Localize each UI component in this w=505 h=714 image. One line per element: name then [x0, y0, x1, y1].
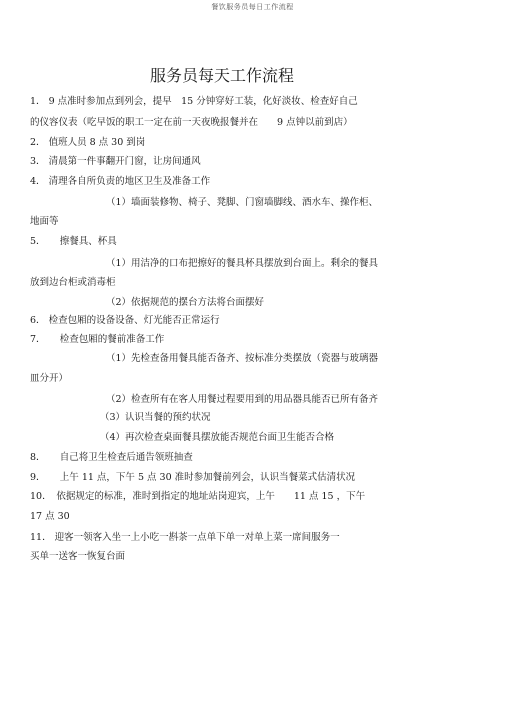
step-1-line-2: 的仪容仪表（吃早饭的职工一定在前一天夜晚报餐并在 9 点钟以前到店）: [30, 117, 353, 128]
step-7-sub-2: （2）检查所有在客人用餐过程要用到的用品器具能否已所有备齐: [106, 394, 379, 405]
step-7: 7． 检查包厢的餐前准备工作: [30, 334, 165, 345]
step-11: 11． 迎客一领客入坐一上小吃一斟茶一点单下单一对单上菜一席间服务一: [30, 532, 340, 543]
step-7-sub-4: （4）再次检查桌面餐具摆放能否规范台面卫生能否合格: [100, 432, 335, 443]
step-4-sub-1: （1）墙面装修物、椅子、凳脚、门窗墙脚线、酒水车、操作柜、: [106, 197, 379, 208]
step-1-line-1: 1． 9 点准时参加点到列会，提早 15 分钟穿好工装，化好淡妆、检查好自己: [30, 96, 358, 107]
step-7-sub-1-cont: 皿分开）: [30, 373, 69, 384]
step-9: 9． 上午 11 点，下午 5 点 30 准时参加餐前列会，认识当餐菜式估清状况: [30, 472, 356, 483]
page-title: 服务员每天工作流程: [150, 66, 295, 85]
step-8: 8． 自己将卫生检查后通告领班抽查: [30, 452, 193, 463]
step-10: 10． 依据规定的标准，准时到指定的地址站岗迎宾，上午 11 点 15 ，下午: [30, 491, 366, 502]
step-7-sub-3: （3）认识当餐的预约状况: [100, 412, 211, 423]
step-6: 6． 检查包厢的设备设备、灯光能否正常运行: [30, 315, 220, 326]
step-5: 5． 擦餐具、杯具: [30, 236, 117, 247]
step-11-cont: 买单一送客一恢复台面: [30, 551, 126, 562]
step-4-sub-1-cont: 地面等: [30, 216, 59, 227]
step-2: 2． 值班人员 8 点 30 到岗: [30, 137, 146, 148]
step-5-sub-1: （1）用洁净的口布把擦好的餐具杯具摆放到台面上。剩余的餐具: [106, 258, 379, 269]
step-7-sub-1: （1）先检查备用餐具能否备齐、按标准分类摆放（瓷器与玻璃器: [106, 353, 379, 364]
running-header: 餐饮服务员每日工作流程: [211, 3, 294, 11]
step-5-sub-1-cont: 放到边台柜或消毒柜: [30, 277, 116, 288]
step-5-sub-2: （2）依据规范的摆台方法将台面摆好: [106, 297, 265, 308]
step-4: 4． 清理各自所负责的地区卫生及准备工作: [30, 176, 211, 187]
step-3: 3． 清晨第一件事翻开门窗，让房间通风: [30, 156, 201, 167]
step-10-cont: 17 点 30: [30, 511, 70, 522]
